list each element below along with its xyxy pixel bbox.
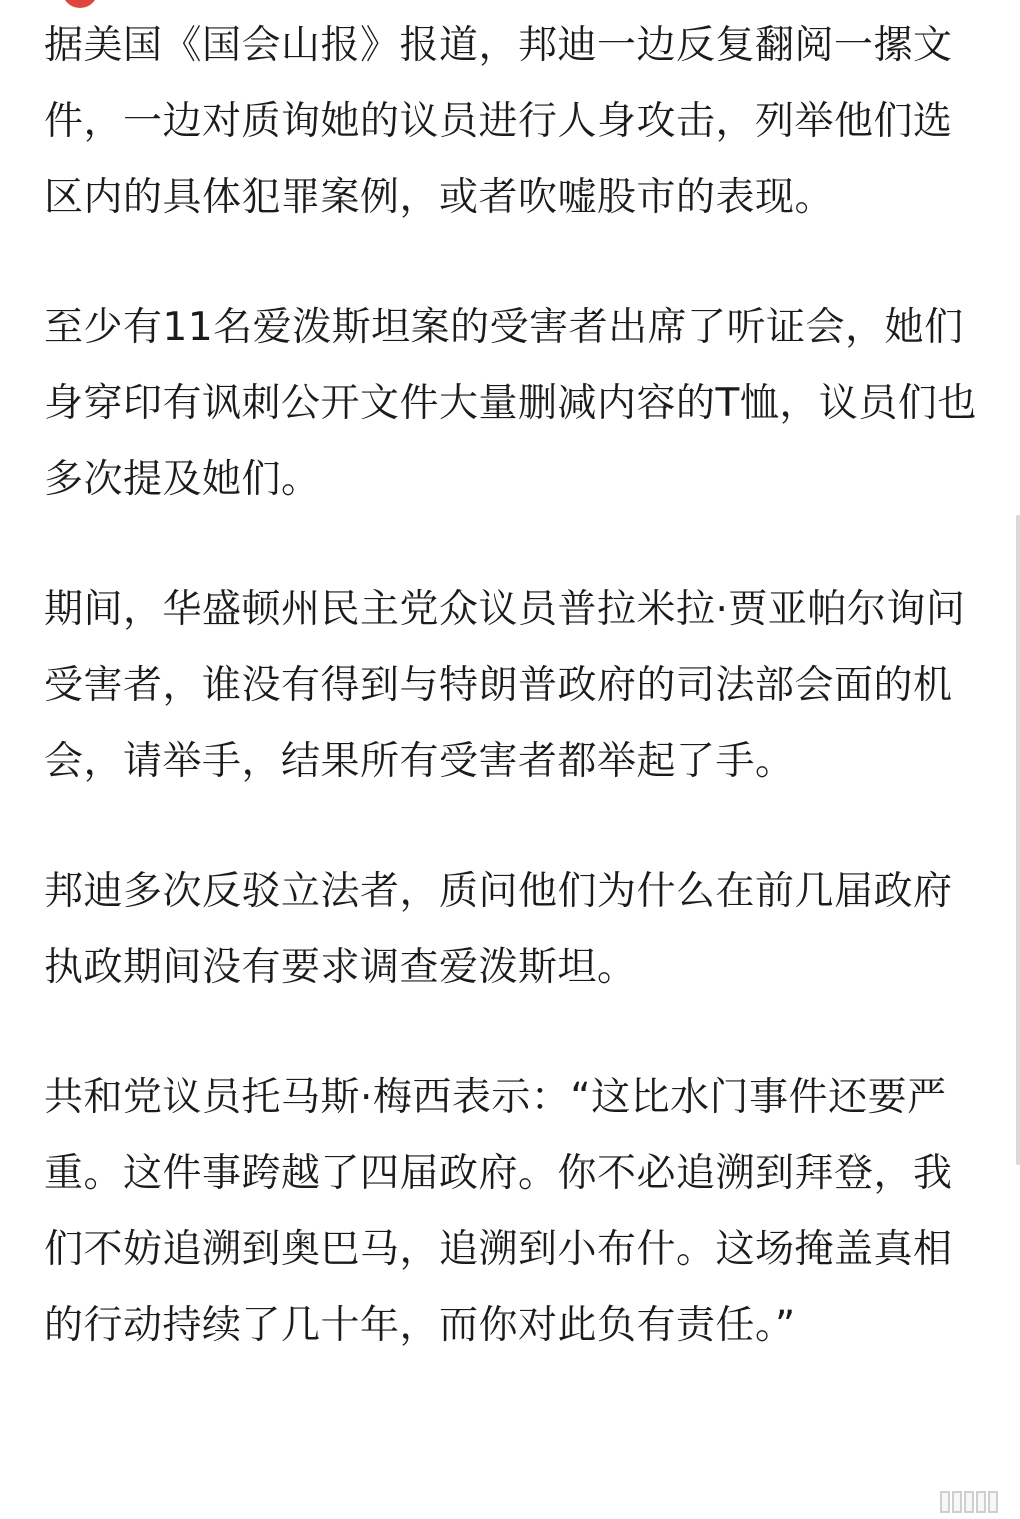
watermark-logo	[938, 1491, 998, 1513]
article-paragraph-2: 至少有11名爱泼斯坦案的受害者出席了听证会，她们身穿印有讽刺公开文件大量删减内容的T恤，议员们也多次提及她们。	[44, 305, 977, 502]
watermark-mark	[976, 1491, 986, 1513]
article-paragraph-5: 共和党议员托马斯·梅西表示：“这比水门事件还要严重。这件事跨越了四届政府。你不必追溯到拜登，我们不妨追溯到奥巴马，追溯到小布什。这场掩盖真相的行动持续了几十年，而你对此负有责任。”	[44, 1075, 953, 1348]
article-paragraph-3: 期间，华盛顿州民主党众议员普拉米拉·贾亚帕尔询问受害者，谁没有得到与特朗普政府的司法部会面的机会，请举手，结果所有受害者都举起了手。	[44, 587, 966, 784]
watermark-mark	[952, 1491, 962, 1513]
article-body	[44, 8, 980, 1364]
watermark-mark	[940, 1491, 950, 1513]
article-paragraph-1: 据美国《国会山报》报道，邦迪一边反复翻阅一摞文件，一边对质询她的议员进行人身攻击，列举他们选区内的具体犯罪案例，或者吹嘘股市的表现。	[44, 23, 953, 220]
scrollbar-track[interactable]	[1016, 515, 1020, 1165]
avatar-fragment	[62, 0, 98, 8]
watermark-mark	[964, 1491, 974, 1513]
article-paragraph-4: 邦迪多次反驳立法者，质问他们为什么在前几届政府执政期间没有要求调查爱泼斯坦。	[44, 869, 953, 990]
watermark-mark	[988, 1491, 998, 1513]
